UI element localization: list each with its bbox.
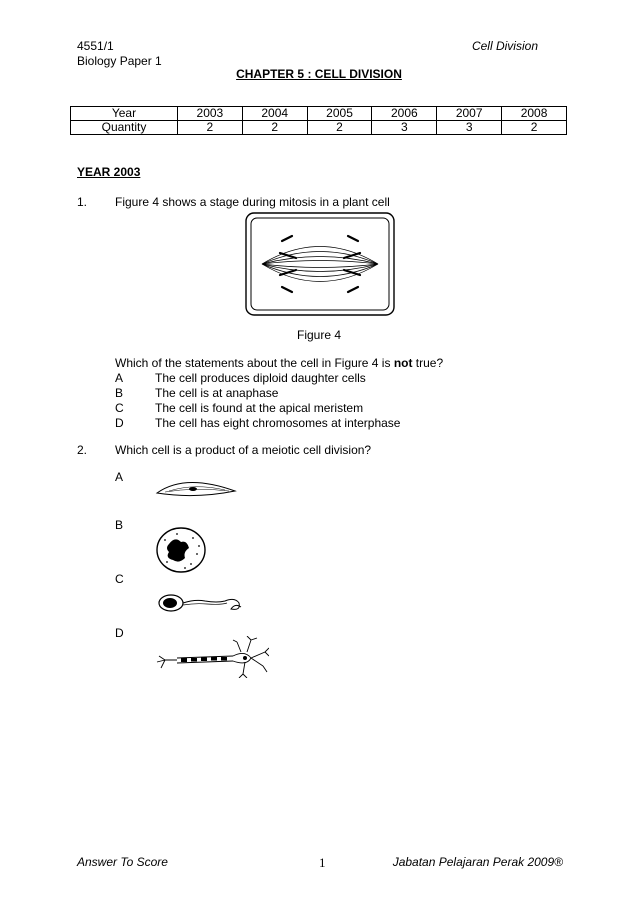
table-row-year (71, 107, 567, 121)
footer-right: Jabatan Pelajaran Perak 2009® (392, 855, 563, 869)
table-cell: 2004 (242, 107, 307, 121)
table-cell: 2008 (502, 107, 567, 121)
row-label-quantity: Quantity (71, 121, 178, 135)
smooth-muscle-cell-icon (155, 475, 237, 504)
page-header-left (77, 39, 162, 69)
section-title: YEAR 2003 (77, 165, 141, 179)
question-quantity-table (70, 106, 567, 135)
figure-4-caption: Figure 4 (296, 328, 342, 342)
question-2-prompt: Which cell is a product of a meiotic cell division? (115, 443, 372, 457)
paper-code: 4551/1 (77, 39, 114, 53)
option-b-letter: B (115, 386, 124, 400)
table-cell: 2 (242, 121, 307, 135)
table-row-quantity (71, 121, 567, 135)
page-number: 1 (319, 855, 326, 870)
option-d-text: The cell has eight chromosomes at interphase (155, 416, 401, 430)
q2-option-a-letter: A (115, 470, 124, 484)
option-c-letter: C (115, 401, 124, 415)
stem-emphasis: not (393, 356, 413, 370)
option-b-text: The cell is at anaphase (155, 386, 279, 400)
question-1-prompt: Figure 4 shows a stage during mitosis in a plant cell (115, 195, 390, 209)
table-cell: 2007 (437, 107, 502, 121)
option-c-text: The cell is found at the apical meristem (155, 401, 364, 415)
question-1-stem (115, 356, 443, 370)
stem-text-end: true? (412, 356, 444, 370)
row-label-year: Year (71, 107, 178, 121)
q2-option-d-letter: D (115, 626, 124, 640)
mitosis-figure (244, 211, 396, 320)
table-cell: 3 (372, 121, 437, 135)
q2-option-b-letter: B (115, 518, 124, 532)
option-a-letter: A (115, 371, 124, 385)
table-cell: 2003 (177, 107, 242, 121)
white-blood-cell-icon (155, 526, 207, 577)
question-2-number: 2. (77, 443, 88, 457)
stem-text: Which of the statements about the cell in Figure 4 is (115, 356, 394, 370)
paper-name: Biology Paper 1 (77, 54, 162, 68)
neuron-icon (155, 636, 269, 681)
option-d-letter: D (115, 416, 124, 430)
table-cell: 2 (502, 121, 567, 135)
footer-left: Answer To Score (77, 855, 168, 869)
question-1-number: 1. (77, 195, 88, 209)
table-cell: 2 (307, 121, 372, 135)
table-cell: 2006 (372, 107, 437, 121)
q2-option-c-letter: C (115, 572, 124, 586)
table-cell: 2005 (307, 107, 372, 121)
plant-cell-anaphase-icon (244, 211, 396, 317)
table-cell: 3 (437, 121, 502, 135)
header-topic: Cell Division (471, 39, 538, 53)
table-cell: 2 (177, 121, 242, 135)
option-a-text: The cell produces diploid daughter cells (155, 371, 366, 385)
chapter-title: CHAPTER 5 : CELL DIVISION (236, 67, 402, 81)
sperm-cell-icon (155, 591, 245, 622)
